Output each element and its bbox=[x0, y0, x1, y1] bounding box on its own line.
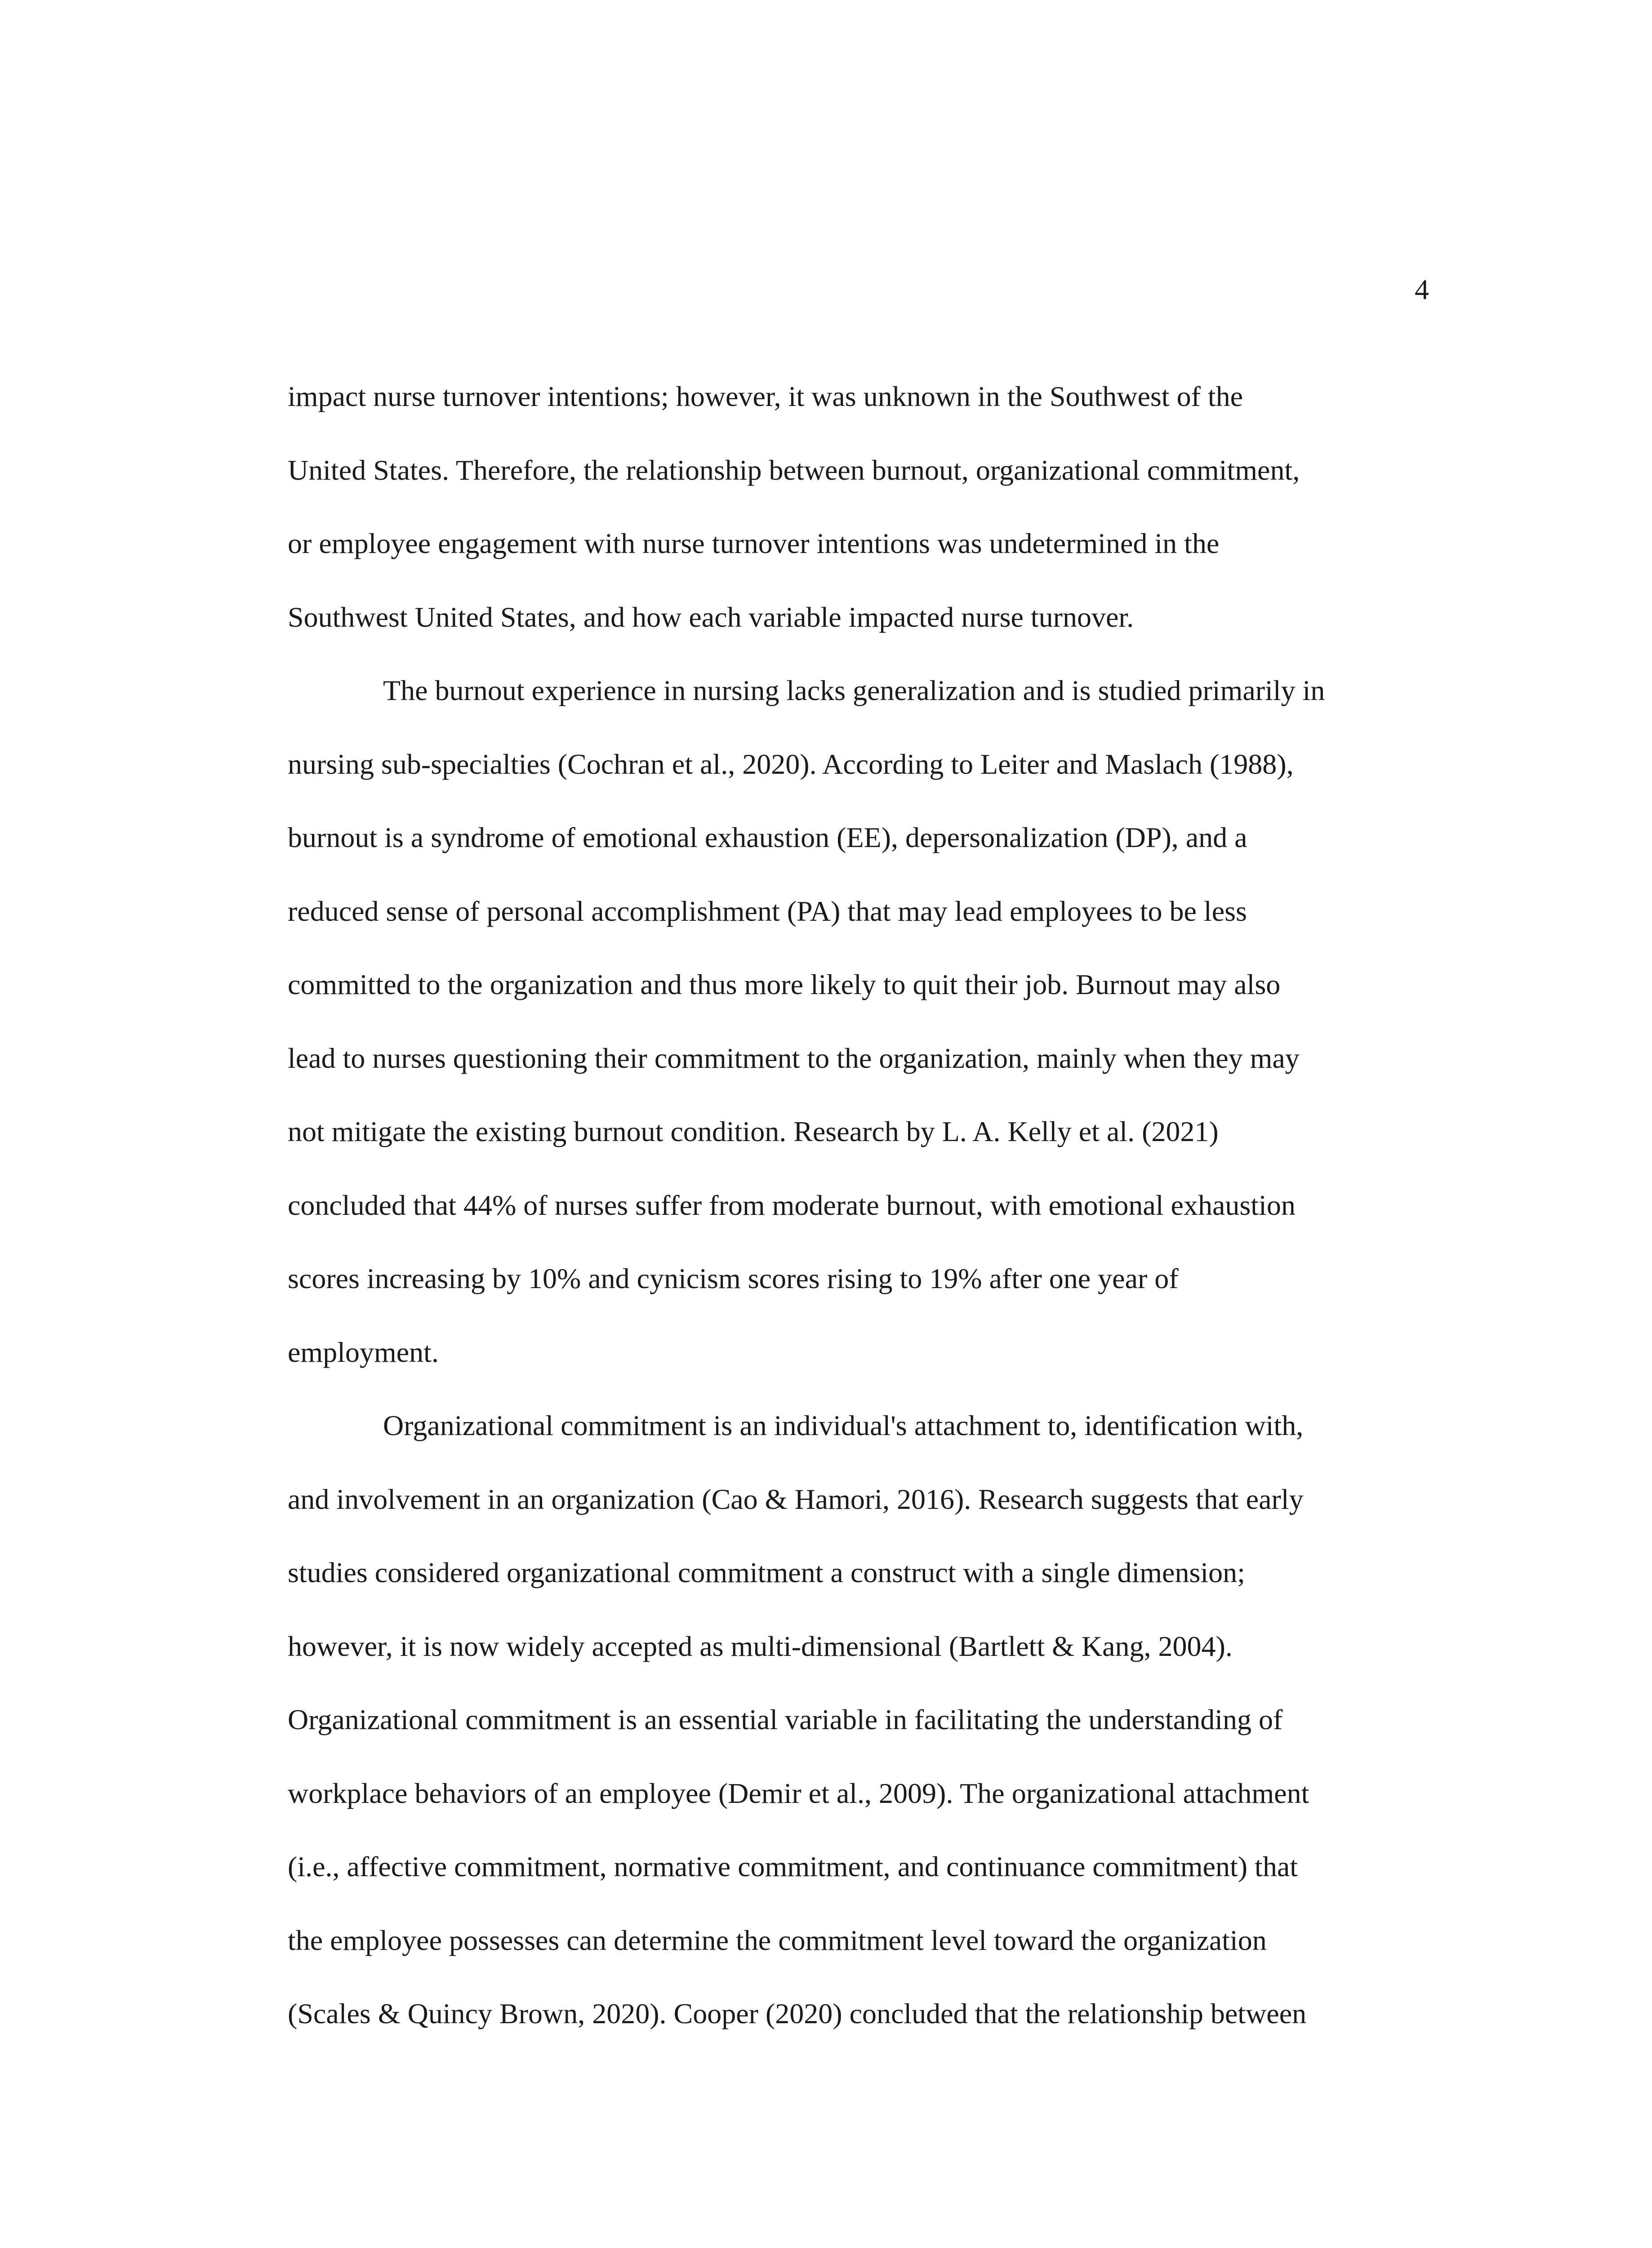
text-line: lead to nurses questioning their commitment to the organization, mainly when they may bbox=[288, 1042, 1300, 1074]
text-line: Organizational commitment is an essential variable in facilitating the understanding of bbox=[288, 1704, 1283, 1735]
text-line: the employee possesses can determine the commitment level toward the organization bbox=[288, 1924, 1267, 1956]
text-line: or employee engagement with nurse turnover intentions was undetermined in the bbox=[288, 527, 1220, 559]
body-text bbox=[288, 360, 1438, 2051]
text-line: and involvement in an organization (Cao & Hamori, 2016). Research suggests that early bbox=[288, 1483, 1304, 1515]
text-line: reduced sense of personal accomplishment (PA) that may lead employees to be less bbox=[288, 895, 1247, 927]
page-number: 4 bbox=[1415, 273, 1429, 305]
text-line: scores increasing by 10% and cynicism scores rising to 19% after one year of bbox=[288, 1262, 1179, 1294]
text-line: employment. bbox=[288, 1336, 439, 1368]
text-line: not mitigate the existing burnout condition. Research by L. A. Kelly et al. (2021) bbox=[288, 1115, 1219, 1147]
text-line: however, it is now widely accepted as multi-dimensional (Bartlett & Kang, 2004). bbox=[288, 1630, 1233, 1662]
text-line: nursing sub-specialties (Cochran et al., 2020). According to Leiter and Maslach (1988), bbox=[288, 748, 1294, 780]
text-line: impact nurse turnover intentions; however, it was unknown in the Southwest of the bbox=[288, 380, 1243, 412]
paragraph-2 bbox=[288, 654, 1438, 1389]
paragraph-3 bbox=[288, 1389, 1438, 2051]
text-line: (Scales & Quincy Brown, 2020). Cooper (2020) concluded that the relationship between bbox=[288, 1998, 1307, 2029]
text-line: concluded that 44% of nurses suffer from moderate burnout, with emotional exhaustion bbox=[288, 1189, 1296, 1221]
paragraph-1 bbox=[288, 360, 1438, 654]
text-line: studies considered organizational commitment a construct with a single dimension; bbox=[288, 1557, 1245, 1588]
text-line: The burnout experience in nursing lacks generalization and is studied primarily in bbox=[383, 674, 1325, 706]
text-line: Organizational commitment is an individual's attachment to, identification with, bbox=[383, 1409, 1304, 1441]
text-line: committed to the organization and thus more likely to quit their job. Burnout may also bbox=[288, 968, 1281, 1000]
text-line: United States. Therefore, the relationship between burnout, organizational commitment, bbox=[288, 454, 1300, 486]
text-line: Southwest United States, and how each variable impacted nurse turnover. bbox=[288, 601, 1134, 633]
text-line: burnout is a syndrome of emotional exhaustion (EE), depersonalization (DP), and a bbox=[288, 821, 1247, 853]
text-line: workplace behaviors of an employee (Demir et al., 2009). The organizational attachment bbox=[288, 1777, 1309, 1809]
text-line: (i.e., affective commitment, normative commitment, and continuance commitment) that bbox=[288, 1851, 1298, 1882]
